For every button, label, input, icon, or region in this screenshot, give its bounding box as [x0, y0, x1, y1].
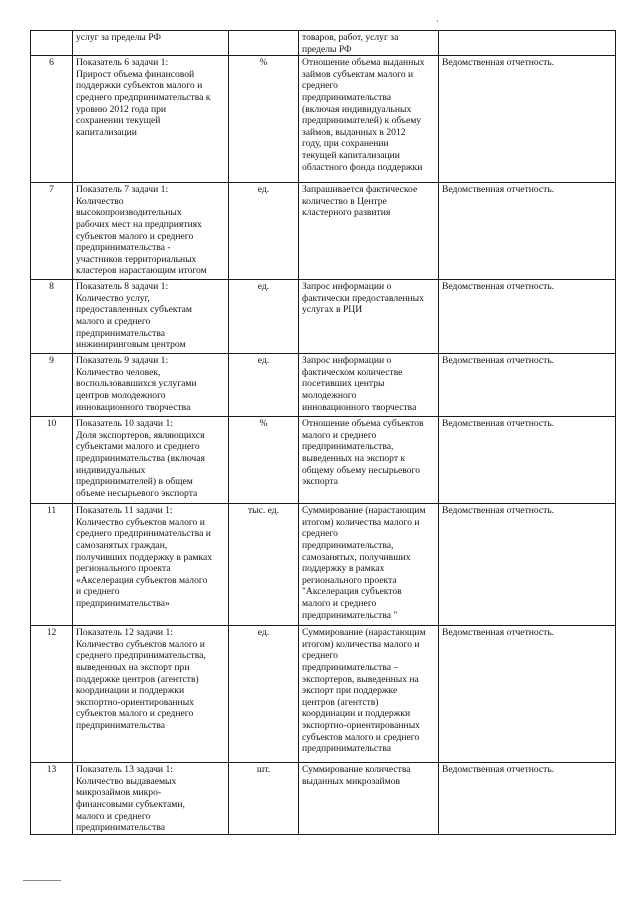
unit: тыс. ед.: [229, 504, 299, 626]
calculation-method: Отношение объема субъектов малого и среднего предпринимательства, выведенных на экспорт к общему объему несырьевого экспорта: [299, 417, 439, 504]
calculation-method: Запрос информации о фактически предоставленных услугах в РЦИ: [299, 280, 439, 354]
row-number: 6: [31, 56, 73, 183]
unit: ед.: [229, 354, 299, 417]
indicator-name: услуг за пределы РФ: [73, 31, 229, 56]
table-row: [31, 31, 616, 56]
unit: ед.: [229, 626, 299, 763]
data-source: Ведомственная отчетность.: [439, 763, 616, 835]
row-number: 7: [31, 183, 73, 280]
indicator-name: Показатель 7 задачи 1: Количество высокопроизводительных рабочих мест на предприятиях субъектов малого и среднего предпринимательства - участников территориальных кластеров нарастающим итогом: [73, 183, 229, 280]
indicators-table: [30, 30, 616, 835]
data-source: Ведомственная отчетность.: [439, 280, 616, 354]
calculation-method: Запрашивается фактическое количество в Центре кластерного развития: [299, 183, 439, 280]
unit: ед.: [229, 280, 299, 354]
unit: %: [229, 417, 299, 504]
table-row: [31, 354, 616, 417]
calculation-method: Запрос информации о фактическом количестве посетивших центры молодежного инновационного творчества: [299, 354, 439, 417]
row-number: 9: [31, 354, 73, 417]
table-row: [31, 56, 616, 183]
unit: %: [229, 56, 299, 183]
data-source: [439, 31, 616, 56]
calculation-method: товаров, работ, услуг за пределы РФ: [299, 31, 439, 56]
indicator-name: Показатель 11 задачи 1: Количество субъектов малого и среднего предпринимательства и самозанятых граждан, получивших поддержку в рамках регионального проекта «Акселерация субъектов малого и среднего предпринимательства»: [73, 504, 229, 626]
row-number: 11: [31, 504, 73, 626]
calculation-method: Суммирование (нарастающим итогом) количества малого и среднего предпринимательства, самозанятых, получивших поддержку в рамках регионального проекта "Акселерация субъектов малого и среднего предпринимательства ": [299, 504, 439, 626]
scan-margin-line: [23, 880, 61, 881]
indicator-name: Показатель 13 задачи 1: Количество выдаваемых микрозаймов микро- финансовыми субъектами, малого и среднего предпринимательства: [73, 763, 229, 835]
table-row: [31, 763, 616, 835]
row-number: [31, 31, 73, 56]
table-row: [31, 504, 616, 626]
indicator-name: Показатель 10 задачи 1: Доля экспортеров, являющихся субъектами малого и среднего предпринимательства (включая индивидуальных предпринимателей) в общем объеме несырьевого экспорта: [73, 417, 229, 504]
data-source: Ведомственная отчетность.: [439, 56, 616, 183]
unit: шт.: [229, 763, 299, 835]
data-source: Ведомственная отчетность.: [439, 183, 616, 280]
unit: ед.: [229, 183, 299, 280]
table-row: [31, 626, 616, 763]
indicator-name: Показатель 8 задачи 1: Количество услуг, предоставленных субъектам малого и среднего предпринимательства инжиниринговым центром: [73, 280, 229, 354]
data-source: Ведомственная отчетность.: [439, 626, 616, 763]
table-row: [31, 417, 616, 504]
data-source: Ведомственная отчетность.: [439, 417, 616, 504]
calculation-method: Отношение объема выданных займов субъектам малого и среднего предпринимательства (включая индивидуальных предпринимателей) к объему займов, выданных в 2012 году, при сохранении текущей капитализации областного фонда поддержки: [299, 56, 439, 183]
data-source: Ведомственная отчетность.: [439, 504, 616, 626]
scan-speck: [437, 20, 438, 22]
calculation-method: Суммирование (нарастающим итогом) количества малого и среднего предпринимательства – экспортеров, выведенных на экспорт при поддержке центров (агентств) координации и поддержки экспортно-ориентированных субъектов малого и среднего предпринимательства: [299, 626, 439, 763]
indicator-name: Показатель 6 задачи 1: Прирост объема финансовой поддержки субъектов малого и среднего предпринимательства к уровню 2012 года при сохранении текущей капитализации: [73, 56, 229, 183]
row-number: 10: [31, 417, 73, 504]
calculation-method: Суммирование количества выданных микрозаймов: [299, 763, 439, 835]
unit: [229, 31, 299, 56]
table-row: [31, 280, 616, 354]
table-row: [31, 183, 616, 280]
data-source: Ведомственная отчетность.: [439, 354, 616, 417]
indicator-name: Показатель 12 задачи 1: Количество субъектов малого и среднего предпринимательства, выведенных на экспорт при поддержке центров (агентств) координации и поддержки экспортно-ориентированных субъектов малого и среднего предпринимательства: [73, 626, 229, 763]
indicator-name: Показатель 9 задачи 1: Количество человек, воспользовавшихся услугами центров молодежного инновационного творчества: [73, 354, 229, 417]
row-number: 13: [31, 763, 73, 835]
row-number: 8: [31, 280, 73, 354]
row-number: 12: [31, 626, 73, 763]
